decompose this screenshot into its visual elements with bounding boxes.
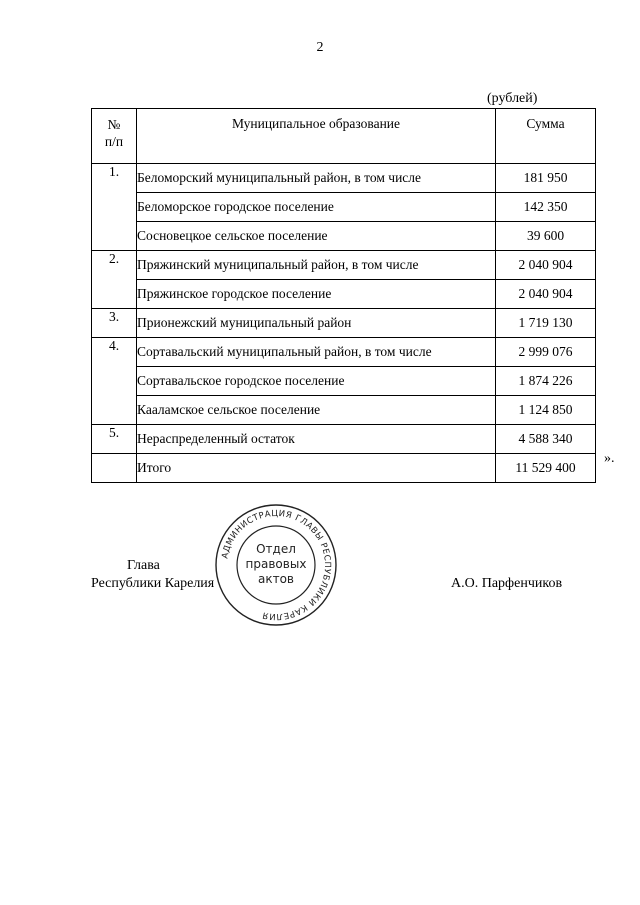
table-row	[92, 367, 596, 396]
units-label: (рублей)	[487, 91, 538, 106]
table-row	[92, 193, 596, 222]
page-number: 2	[316, 40, 324, 55]
table-row	[92, 280, 596, 309]
municipality-name: Прионежский муниципальный район	[137, 309, 496, 338]
amount-cell: 39 600	[496, 222, 596, 251]
table-row	[92, 309, 596, 338]
amount-cell: 2 040 904	[496, 251, 596, 280]
table-row	[92, 164, 596, 193]
table-row	[92, 425, 596, 454]
header-sum: Сумма	[496, 109, 596, 164]
municipality-name: Сортавальское городское поселение	[137, 367, 496, 396]
municipality-name: Пряжинский муниципальный район, в том числе	[137, 251, 496, 280]
amount-cell: 2 999 076	[496, 338, 596, 367]
amount-cell: 1 124 850	[496, 396, 596, 425]
official-stamp	[213, 502, 339, 628]
row-number	[92, 454, 137, 483]
signature-name: А.О. Парфенчиков	[451, 576, 563, 591]
header-name: Муниципальное образование	[137, 109, 496, 164]
municipality-name: Пряжинское городское поселение	[137, 280, 496, 309]
amount-cell: 142 350	[496, 193, 596, 222]
allocation-table	[91, 108, 596, 483]
header-num-text: № п/п	[104, 117, 124, 149]
row-number: 5.	[92, 425, 137, 454]
municipality-name: Нераспределенный остаток	[137, 425, 496, 454]
amount-cell: 181 950	[496, 164, 596, 193]
stamp-outer-text: АДМИНИСТРАЦИЯ ГЛАВЫ РЕСПУБЛИКИ КАРЕЛИЯ	[220, 508, 333, 622]
municipality-name: Сосновецкое сельское поселение	[137, 222, 496, 251]
municipality-name: Итого	[137, 454, 496, 483]
row-number: 1.	[92, 164, 137, 251]
amount-cell: 11 529 400	[496, 454, 596, 483]
table-row	[92, 338, 596, 367]
municipality-name: Беломорский муниципальный район, в том числе	[137, 164, 496, 193]
municipality-name: Сортавальский муниципальный район, в том числе	[137, 338, 496, 367]
row-number: 4.	[92, 338, 137, 425]
municipality-name: Беломорское городское поселение	[137, 193, 496, 222]
row-number: 2.	[92, 251, 137, 309]
stamp-line-2: правовых	[245, 557, 307, 571]
signature-title: Глава	[127, 558, 160, 573]
stamp-line-3: актов	[257, 572, 295, 586]
amount-cell: 1 719 130	[496, 309, 596, 338]
table-row	[92, 396, 596, 425]
amount-cell: 4 588 340	[496, 425, 596, 454]
table-row	[92, 454, 596, 483]
table-body	[92, 164, 596, 483]
table-row	[92, 251, 596, 280]
table-row	[92, 222, 596, 251]
signature-title-2: Республики Карелия	[91, 576, 215, 591]
amount-cell: 1 874 226	[496, 367, 596, 396]
row-number: 3.	[92, 309, 137, 338]
table-header-row	[92, 109, 596, 164]
header-num	[92, 109, 137, 164]
closing-quote: ».	[604, 451, 615, 466]
stamp-line-1: Отдел	[256, 542, 296, 556]
amount-cell: 2 040 904	[496, 280, 596, 309]
municipality-name: Кааламское сельское поселение	[137, 396, 496, 425]
